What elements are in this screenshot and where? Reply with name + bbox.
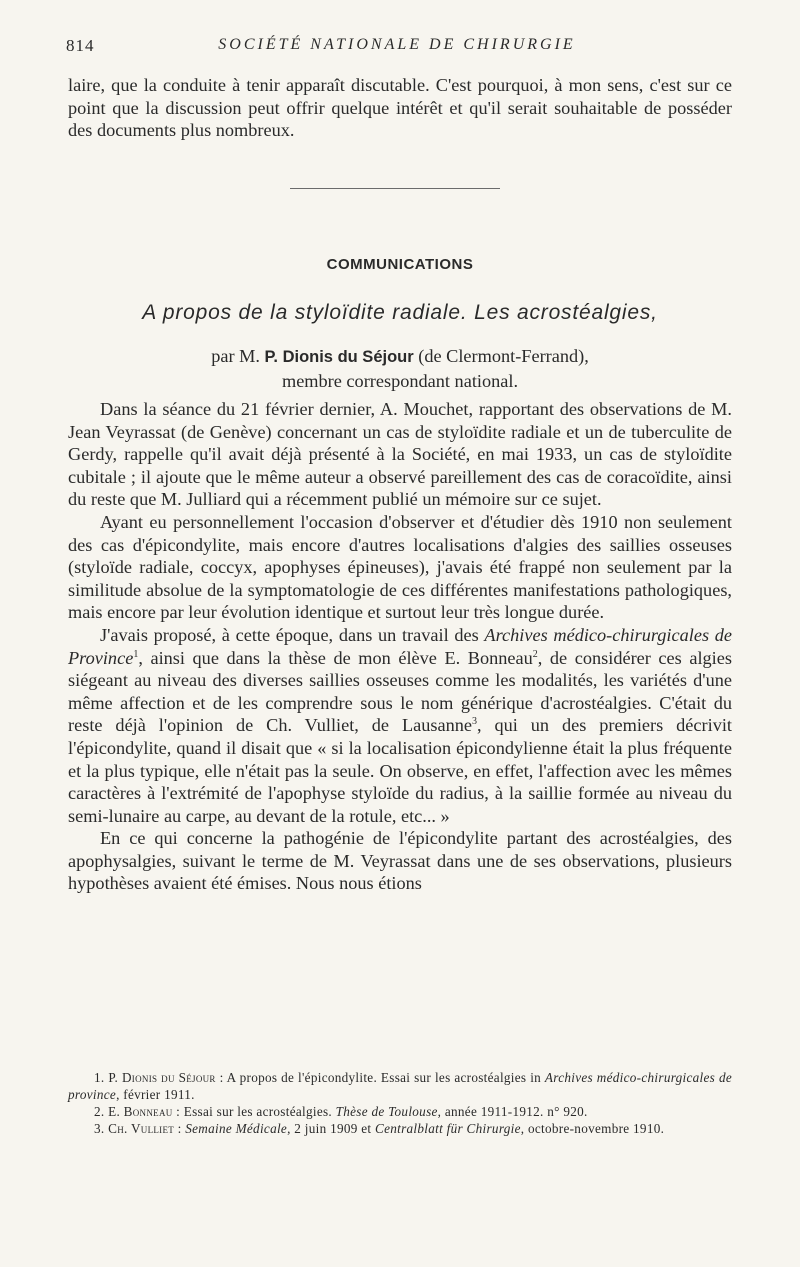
- footnote-1-number: 1.: [94, 1070, 105, 1085]
- footnote-3-journal-2: Centralblatt für Chirurgie: [374, 1121, 521, 1136]
- byline: [0, 344, 800, 393]
- page-number: 814: [66, 36, 95, 55]
- footnote-3-author: Ch. Vulliet: [108, 1121, 175, 1136]
- journal-title: Archives médico-chirurgicales de Province: [68, 624, 733, 668]
- paragraph-2: Ayant eu personnellement l'occasion d'observer et d'étudier dès 1910 non seulement des cas d'épicondylite, mais encore d'autres localisations d'algies des saillies osseuses (styloïde radiale, coccyx, apophyses épineuses), j'avais été frappé non seulement par la similitude absolue de la symptomatologie de ces différentes manifestations pathologiques, mais encore par leur évolution identique et surtout leur très longue durée.: [68, 511, 732, 623]
- footnote-1-date: , février 1911.: [116, 1087, 195, 1102]
- footnote-3-journal-1: Semaine Médicale: [185, 1121, 288, 1136]
- footnote-3-separator: :: [174, 1121, 186, 1136]
- footnote-1-journal: Archives médico-chirurgicales de province: [68, 1070, 732, 1102]
- paragraph-3-text-d: , qui un des premiers décrivit l'épicondylite, quand il disait que « si la localisation épicondylienne était la plus fréquente et la plus typique, elle n'était pas la seule. On observe, en effet, l'affection avec les mêmes caractères à l'extrémité de l'apophyse styloïde du radius, à la saillie formée au niveau du semi-lunaire au carpe, au devant de la rotule, etc... »: [68, 715, 732, 826]
- footnote-3-number: 3.: [94, 1121, 105, 1136]
- footnote-1-author: P. Dionis du Séjour: [108, 1070, 216, 1085]
- intro-section: [68, 74, 732, 142]
- footnote-3-date: , octobre-novembre 1910.: [520, 1121, 665, 1136]
- footnote-2-date: , année 1911-1912. n° 920.: [437, 1104, 588, 1119]
- footnote-ref-3: 3: [472, 716, 478, 728]
- section-heading: COMMUNICATIONS: [326, 256, 474, 273]
- author-role: membre correspondant national.: [281, 371, 519, 391]
- article-body: [68, 398, 732, 895]
- paragraph-3-text-c: , de considérer ces algies siégeant au niveau des diverses saillies osseuses comme les modalités, les variétés d'une même affection et de les comprendre sous le nom générique d'acrostéalgies. C'était du reste déjà l'opinion de Ch. Vulliet, de Lausanne: [68, 647, 732, 736]
- paragraph-1: Dans la séance du 21 février dernier, A. Mouchet, rapportant des observations de M. Jean Veyrassat (de Genève) concernant un cas de styloïdite radiale et un de tuberculite de Gerdy, rappelle qu'il avait déjà présenté à la Société, en mai 1933, un cas de styloïdite cubitale ; il ajoute que le même auteur a observé pareillement des cas de coracoïdite, ainsi du reste que M. Julliard qui a récemment publié un mémoire sur ce sujet.: [68, 399, 732, 510]
- footnote-3: [68, 1120, 732, 1137]
- footnotes: [68, 1069, 732, 1137]
- paragraph-4: En ce qui concerne la pathogénie de l'épicondylite partant des acrostéalgies, des apophysalgies, suivant le terme de M. Veyrassat dans une de ses observations, plusieurs hypothèses avaient été émises. Nous nous étions: [68, 828, 732, 894]
- footnote-1: [68, 1069, 732, 1103]
- footnote-2-author: E. Bonneau: [108, 1104, 173, 1119]
- footnote-ref-1: 1: [133, 648, 139, 660]
- running-title: SOCIÉTÉ NATIONALE DE CHIRURGIE: [218, 36, 576, 53]
- footnote-3-text: , 2 juin 1909 et: [287, 1121, 375, 1136]
- intro-paragraph: laire, que la conduite à tenir apparaît discutable. C'est pourquoi, à mon sens, c'est sur ce point que la discussion peut offrir quelque intérêt et qu'il serait souhaitable de posséder des documents plus nombreux.: [68, 75, 732, 141]
- footnote-2-number: 2.: [94, 1104, 105, 1119]
- article-title: A propos de la styloïdite radiale. Les acrostéalgies,: [142, 301, 658, 324]
- paragraph-3-text-a: J'avais proposé, à cette époque, dans un travail des: [100, 624, 479, 645]
- section-divider: [290, 188, 500, 189]
- footnote-1-text: : A propos de l'épicondylite. Essai sur les acrostéalgies in: [215, 1070, 545, 1085]
- author-affiliation: (de Clermont-Ferrand),: [418, 346, 589, 366]
- author-name: P. Dionis du Séjour: [264, 348, 414, 366]
- footnote-ref-2: 2: [532, 648, 538, 660]
- footnote-2-thesis: Thèse de Toulouse: [335, 1104, 438, 1119]
- footnote-2: [68, 1103, 732, 1120]
- paragraph-3-text-b: , ainsi que dans la thèse de mon élève E. Bonneau: [138, 647, 533, 668]
- byline-prefix: par M.: [211, 346, 260, 366]
- paragraph-3: [68, 624, 732, 827]
- footnote-2-text: : Essai sur les acrostéalgies.: [172, 1104, 336, 1119]
- page-header: [66, 36, 728, 60]
